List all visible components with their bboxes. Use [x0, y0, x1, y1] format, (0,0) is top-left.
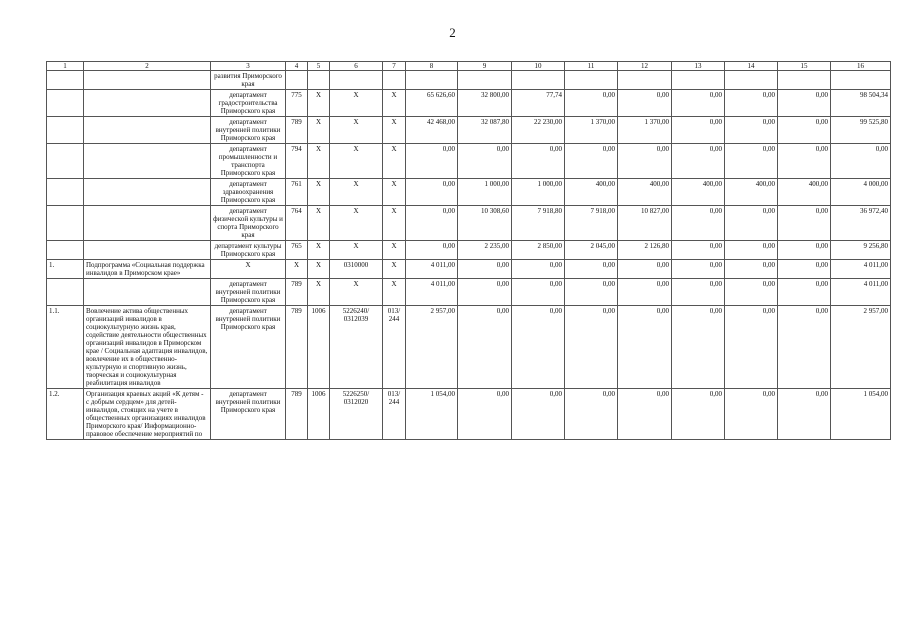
table-cell: 1006: [308, 389, 330, 440]
column-number: 11: [565, 62, 618, 71]
table-cell: 0,00: [565, 279, 618, 306]
table-cell: 789: [286, 117, 308, 144]
column-number: 9: [458, 62, 512, 71]
table-cell: [406, 71, 458, 90]
table-cell: X: [330, 206, 383, 241]
column-number: 10: [512, 62, 565, 71]
table-cell: [725, 71, 778, 90]
table-cell: 1.1.: [47, 306, 84, 389]
table-cell: 400,00: [565, 179, 618, 206]
table-row: [47, 206, 891, 241]
table-cell: 0,00: [565, 306, 618, 389]
table-cell: 9 256,80: [831, 241, 891, 260]
table-cell: [778, 71, 831, 90]
table-cell: 2 850,00: [512, 241, 565, 260]
table-cell: 0,00: [512, 260, 565, 279]
column-number: 2: [84, 62, 211, 71]
table-cell: 0,00: [458, 144, 512, 179]
table-cell: 0,00: [406, 179, 458, 206]
table-cell: 0,00: [778, 90, 831, 117]
table-cell: 764: [286, 206, 308, 241]
table-cell: 0,00: [725, 117, 778, 144]
table-cell: департамент внутренней политики Приморского края: [211, 117, 286, 144]
table-cell: 0,00: [725, 260, 778, 279]
column-number: 1: [47, 62, 84, 71]
table-cell: [286, 71, 308, 90]
table-cell: департамент градостроительства Приморского края: [211, 90, 286, 117]
table-cell: [84, 90, 211, 117]
table-cell: 0,00: [565, 389, 618, 440]
table-cell: 0,00: [458, 279, 512, 306]
column-number: 14: [725, 62, 778, 71]
table-cell: 42 468,00: [406, 117, 458, 144]
table-cell: X: [383, 241, 406, 260]
table-cell: [618, 71, 672, 90]
table-cell: 0,00: [618, 260, 672, 279]
table-cell: 0,00: [725, 90, 778, 117]
table-cell: 0,00: [725, 279, 778, 306]
table-cell: 0,00: [618, 90, 672, 117]
table-cell: Вовлечение актива общественных организаций инвалидов в социокультурную жизнь края, содействие деятельности общественных организаций инвалидов в Приморском крае / Социальная адаптация инвалидов, вовлечение их в общественно-культурную и спортивную жизнь, творческая и социокультурная реабилитация инвалидов: [84, 306, 211, 389]
table-cell: 0,00: [565, 90, 618, 117]
table-cell: 0,00: [512, 306, 565, 389]
table-cell: [47, 206, 84, 241]
table-cell: 2 045,00: [565, 241, 618, 260]
table-cell: X: [383, 260, 406, 279]
table-cell: [84, 279, 211, 306]
table-cell: X: [308, 279, 330, 306]
table-cell: X: [330, 117, 383, 144]
table-cell: 0,00: [672, 206, 725, 241]
table-cell: 99 525,80: [831, 117, 891, 144]
table-cell: [47, 90, 84, 117]
table-cell: [84, 71, 211, 90]
table-cell: 0,00: [512, 389, 565, 440]
table-cell: [458, 71, 512, 90]
table-row: [47, 389, 891, 440]
table-row: [47, 90, 891, 117]
table-cell: [383, 71, 406, 90]
table-row: [47, 260, 891, 279]
table-cell: [672, 71, 725, 90]
table-cell: 1 370,00: [618, 117, 672, 144]
table-cell: 65 626,60: [406, 90, 458, 117]
table-cell: 0,00: [672, 90, 725, 117]
table-cell: [84, 144, 211, 179]
table-cell: 0,00: [778, 260, 831, 279]
table-cell: 0,00: [565, 260, 618, 279]
table-cell: 0,00: [831, 144, 891, 179]
table-cell: 789: [286, 279, 308, 306]
table-cell: 77,74: [512, 90, 565, 117]
table-cell: 1 054,00: [831, 389, 891, 440]
table-cell: X: [330, 241, 383, 260]
table-cell: департамент промышленности и транспорта Приморского края: [211, 144, 286, 179]
table-cell: 400,00: [778, 179, 831, 206]
table-cell: развития Приморского края: [211, 71, 286, 90]
table-cell: 98 504,34: [831, 90, 891, 117]
table-cell: 0,00: [725, 389, 778, 440]
table-cell: [512, 71, 565, 90]
table-cell: X: [286, 260, 308, 279]
column-number: 8: [406, 62, 458, 71]
table-cell: департамент здравоохранения Приморского края: [211, 179, 286, 206]
table-cell: 7 918,80: [512, 206, 565, 241]
table-cell: 0,00: [672, 241, 725, 260]
table-cell: департамент культуры Приморского края: [211, 241, 286, 260]
table-cell: [47, 71, 84, 90]
column-number: 5: [308, 62, 330, 71]
page-number: 2: [449, 25, 456, 40]
table-cell: [47, 241, 84, 260]
table-row: [47, 179, 891, 206]
table-cell: X: [211, 260, 286, 279]
table-cell: [308, 71, 330, 90]
table-cell: X: [330, 279, 383, 306]
table-cell: 1.2.: [47, 389, 84, 440]
table-row: [47, 144, 891, 179]
table-cell: 1 054,00: [406, 389, 458, 440]
table-cell: X: [330, 90, 383, 117]
table-cell: [47, 179, 84, 206]
table-cell: 2 235,00: [458, 241, 512, 260]
table-cell: 2 957,00: [406, 306, 458, 389]
table-cell: 32 087,80: [458, 117, 512, 144]
table-cell: 794: [286, 144, 308, 179]
table-cell: 4 011,00: [406, 260, 458, 279]
table-row: [47, 117, 891, 144]
table-row: [47, 241, 891, 260]
table-cell: 0,00: [458, 389, 512, 440]
column-number: 4: [286, 62, 308, 71]
table-cell: [84, 206, 211, 241]
table-cell: X: [308, 206, 330, 241]
table-cell: 0,00: [458, 260, 512, 279]
table-cell: 400,00: [725, 179, 778, 206]
table-cell: 0,00: [778, 144, 831, 179]
table-cell: 0,00: [406, 144, 458, 179]
table-cell: 0,00: [618, 144, 672, 179]
table-cell: 400,00: [672, 179, 725, 206]
table-cell: [84, 241, 211, 260]
column-number: 15: [778, 62, 831, 71]
table-cell: 0,00: [406, 206, 458, 241]
table-cell: 0,00: [778, 206, 831, 241]
table-cell: 0,00: [778, 306, 831, 389]
table-cell: департамент физической культуры и спорта Приморского края: [211, 206, 286, 241]
table-cell: 4 000,00: [831, 179, 891, 206]
table-cell: 2 957,00: [831, 306, 891, 389]
table-cell: [47, 279, 84, 306]
table-cell: X: [383, 117, 406, 144]
table-cell: 400,00: [618, 179, 672, 206]
table-cell: 0,00: [672, 144, 725, 179]
table-cell: X: [308, 260, 330, 279]
table-cell: X: [308, 90, 330, 117]
table-cell: 0,00: [778, 279, 831, 306]
table-cell: 0,00: [672, 306, 725, 389]
table-cell: 10 308,60: [458, 206, 512, 241]
table-cell: 0,00: [512, 279, 565, 306]
table-cell: X: [383, 90, 406, 117]
table-cell: 0,00: [778, 241, 831, 260]
table-cell: департамент внутренней политики Приморского края: [211, 279, 286, 306]
table-cell: 0,00: [725, 241, 778, 260]
table-cell: 0,00: [618, 389, 672, 440]
table-cell: Подпрограмма «Социальная поддержка инвалидов в Приморском крае»: [84, 260, 211, 279]
table-cell: 1.: [47, 260, 84, 279]
table-cell: 1 000,00: [458, 179, 512, 206]
table-cell: 0,00: [672, 279, 725, 306]
table-cell: 0,00: [672, 117, 725, 144]
table-cell: 4 011,00: [831, 279, 891, 306]
table-cell: 0,00: [618, 279, 672, 306]
column-number-header: [47, 62, 891, 71]
table-cell: 0,00: [778, 389, 831, 440]
table-cell: 789: [286, 389, 308, 440]
table-cell: X: [383, 206, 406, 241]
table-cell: 0310000: [330, 260, 383, 279]
table-cell: [84, 179, 211, 206]
table-cell: 0,00: [778, 117, 831, 144]
table-cell: [565, 71, 618, 90]
table-cell: 013/ 244: [383, 389, 406, 440]
table-cell: X: [330, 144, 383, 179]
table-cell: 1 370,00: [565, 117, 618, 144]
table-cell: 4 011,00: [831, 260, 891, 279]
column-number: 13: [672, 62, 725, 71]
table-cell: X: [308, 144, 330, 179]
table-cell: 013/ 244: [383, 306, 406, 389]
table-cell: департамент внутренней политики Приморского края: [211, 306, 286, 389]
table-cell: 0,00: [458, 306, 512, 389]
table-cell: 36 972,40: [831, 206, 891, 241]
table-cell: 7 918,00: [565, 206, 618, 241]
table-cell: [84, 117, 211, 144]
column-number: 12: [618, 62, 672, 71]
table-cell: 775: [286, 90, 308, 117]
column-number: 16: [831, 62, 891, 71]
table-cell: [330, 71, 383, 90]
table-cell: X: [330, 179, 383, 206]
table-row: [47, 306, 891, 389]
budget-table: [46, 61, 891, 440]
column-number: 6: [330, 62, 383, 71]
table-cell: 1006: [308, 306, 330, 389]
table-cell: 22 230,00: [512, 117, 565, 144]
table-cell: 765: [286, 241, 308, 260]
table-cell: X: [383, 179, 406, 206]
table-cell: 789: [286, 306, 308, 389]
column-number: 7: [383, 62, 406, 71]
table-cell: X: [308, 179, 330, 206]
table-cell: 0,00: [512, 144, 565, 179]
table-cell: 0,00: [725, 144, 778, 179]
table-cell: [47, 117, 84, 144]
table-cell: 32 800,00: [458, 90, 512, 117]
table-cell: X: [308, 117, 330, 144]
table-cell: 0,00: [618, 306, 672, 389]
table-row: [47, 71, 891, 90]
table-cell: 0,00: [672, 260, 725, 279]
table-cell: [831, 71, 891, 90]
table-cell: 2 126,80: [618, 241, 672, 260]
table-cell: 0,00: [725, 306, 778, 389]
table-cell: 4 011,00: [406, 279, 458, 306]
table-cell: 0,00: [565, 144, 618, 179]
table-cell: 0,00: [672, 389, 725, 440]
table-cell: департамент внутренней политики Приморского края: [211, 389, 286, 440]
table-cell: 0,00: [406, 241, 458, 260]
table-cell: X: [383, 144, 406, 179]
table-cell: [47, 144, 84, 179]
table-cell: 10 827,00: [618, 206, 672, 241]
table-cell: Организация краевых акций «К детям - с добрым сердцем» для детей-инвалидов, стоящих на учете в общественных организациях инвалидов Приморского края/ Информационно-правовое обеспечение мероприятий по: [84, 389, 211, 440]
column-number: 3: [211, 62, 286, 71]
table-cell: 1 000,00: [512, 179, 565, 206]
table-row: [47, 279, 891, 306]
table-cell: X: [308, 241, 330, 260]
table-cell: 5226240/ 0312039: [330, 306, 383, 389]
table-cell: X: [383, 279, 406, 306]
table-cell: 0,00: [725, 206, 778, 241]
table-cell: 5226250/ 0312020: [330, 389, 383, 440]
table-cell: 761: [286, 179, 308, 206]
